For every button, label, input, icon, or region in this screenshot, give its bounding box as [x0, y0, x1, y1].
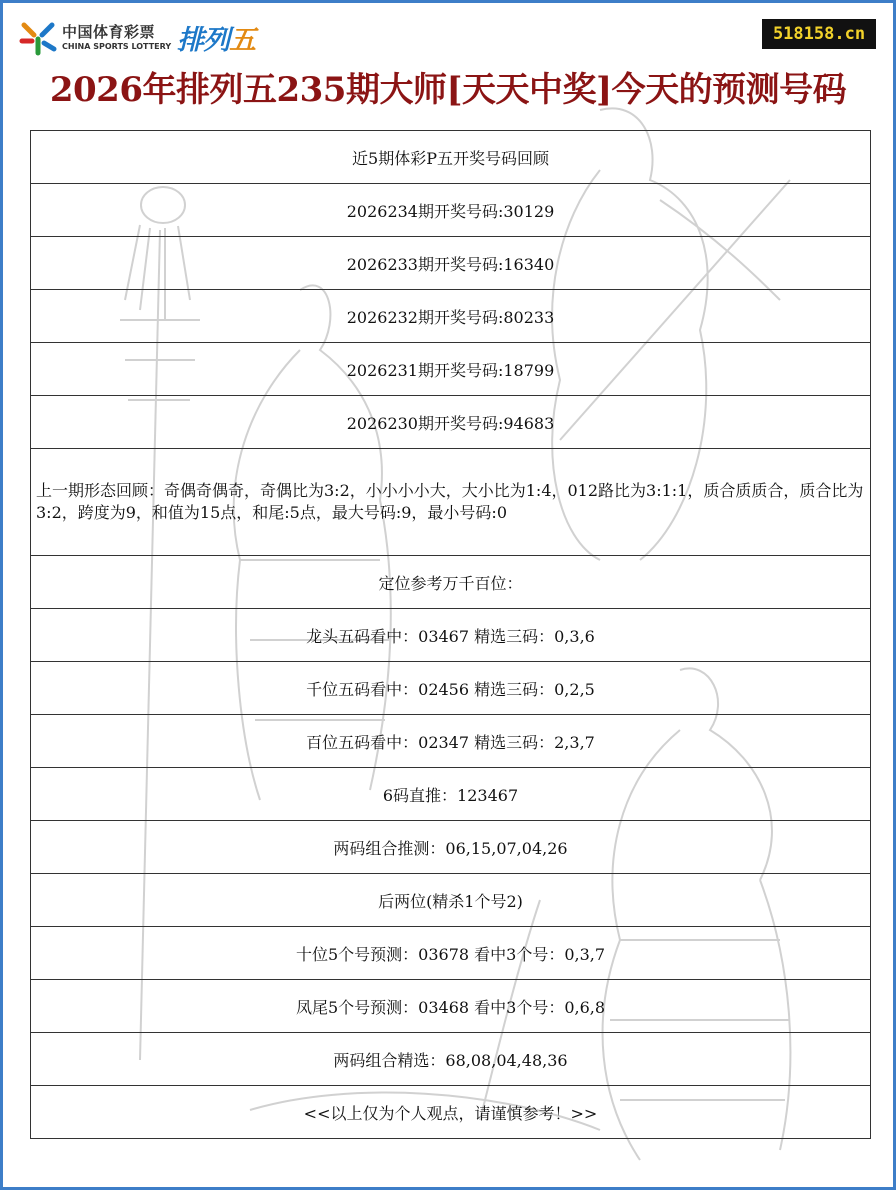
- prediction-table: [30, 130, 871, 1139]
- header: [0, 0, 896, 64]
- prediction-row: 两码组合推测：06,15,07,04,26: [31, 821, 871, 874]
- disclaimer: <<以上仅为个人观点，请谨慎参考！>>: [31, 1086, 871, 1139]
- table-row: [31, 1033, 871, 1086]
- prediction-row: 百位五码看中：02347 精选三码：2,3,7: [31, 715, 871, 768]
- table-row: [31, 290, 871, 343]
- section-heading-recent-draws: 近5期体彩P五开奖号码回顾: [31, 131, 871, 184]
- page-title: 2026年排列五235期大师[天天中奖]今天的预测号码: [49, 70, 847, 110]
- brand-part-2: 五: [229, 25, 256, 56]
- prediction-row: 6码直推：123467: [31, 768, 871, 821]
- table-row: [31, 449, 871, 556]
- table-row: [31, 609, 871, 662]
- table-row: [31, 343, 871, 396]
- section-heading-position: 定位参考万千百位：: [31, 556, 871, 609]
- prediction-row: 十位5个号预测：03678 看中3个号：0,3,7: [31, 927, 871, 980]
- pailie-wu-brand: [177, 18, 255, 57]
- draw-result-row: 2026234期开奖号码:30129: [31, 184, 871, 237]
- logo-en-text: CHINA SPORTS LOTTERY: [62, 41, 172, 51]
- lottery-star-icon: [18, 19, 58, 57]
- table-row: [31, 768, 871, 821]
- draw-result-row: 2026231期开奖号码:18799: [31, 343, 871, 396]
- draw-result-row: 2026232期开奖号码:80233: [31, 290, 871, 343]
- logo-cn-text: 中国体育彩票: [62, 22, 156, 41]
- table-row: [31, 1086, 871, 1139]
- prediction-row: 龙头五码看中：03467 精选三码：0,3,6: [31, 609, 871, 662]
- draw-result-row: 2026230期开奖号码:94683: [31, 396, 871, 449]
- table-row: [31, 662, 871, 715]
- prediction-row: 两码组合精选：68,08,04,48,36: [31, 1033, 871, 1086]
- table-row: [31, 715, 871, 768]
- section-heading-last-two: 后两位(精杀1个号2): [31, 874, 871, 927]
- draw-result-row: 2026233期开奖号码:16340: [31, 237, 871, 290]
- prediction-row: 凤尾5个号预测：03468 看中3个号：0,6,8: [31, 980, 871, 1033]
- table-row: [31, 396, 871, 449]
- table-row: [31, 980, 871, 1033]
- table-row: [31, 556, 871, 609]
- brand-part-1: 排列: [177, 25, 230, 56]
- last-draw-pattern-review: 上一期形态回顾：奇偶奇偶奇，奇偶比为3:2，小小小小大，大小比为1:4，012路比为3:1:1，质合质质合，质合比为3:2，跨度为9，和值为15点，和尾:5点，最大号码:9，最小号码:0: [31, 449, 871, 556]
- table-row: [31, 237, 871, 290]
- site-badge[interactable]: 518158.cn: [762, 19, 876, 49]
- table-row: [31, 874, 871, 927]
- table-row: [31, 821, 871, 874]
- china-sports-lottery-logo[interactable]: [18, 18, 255, 57]
- prediction-row: 千位五码看中：02456 精选三码：0,2,5: [31, 662, 871, 715]
- table-row: [31, 131, 871, 184]
- table-row: [31, 927, 871, 980]
- table-row: [31, 184, 871, 237]
